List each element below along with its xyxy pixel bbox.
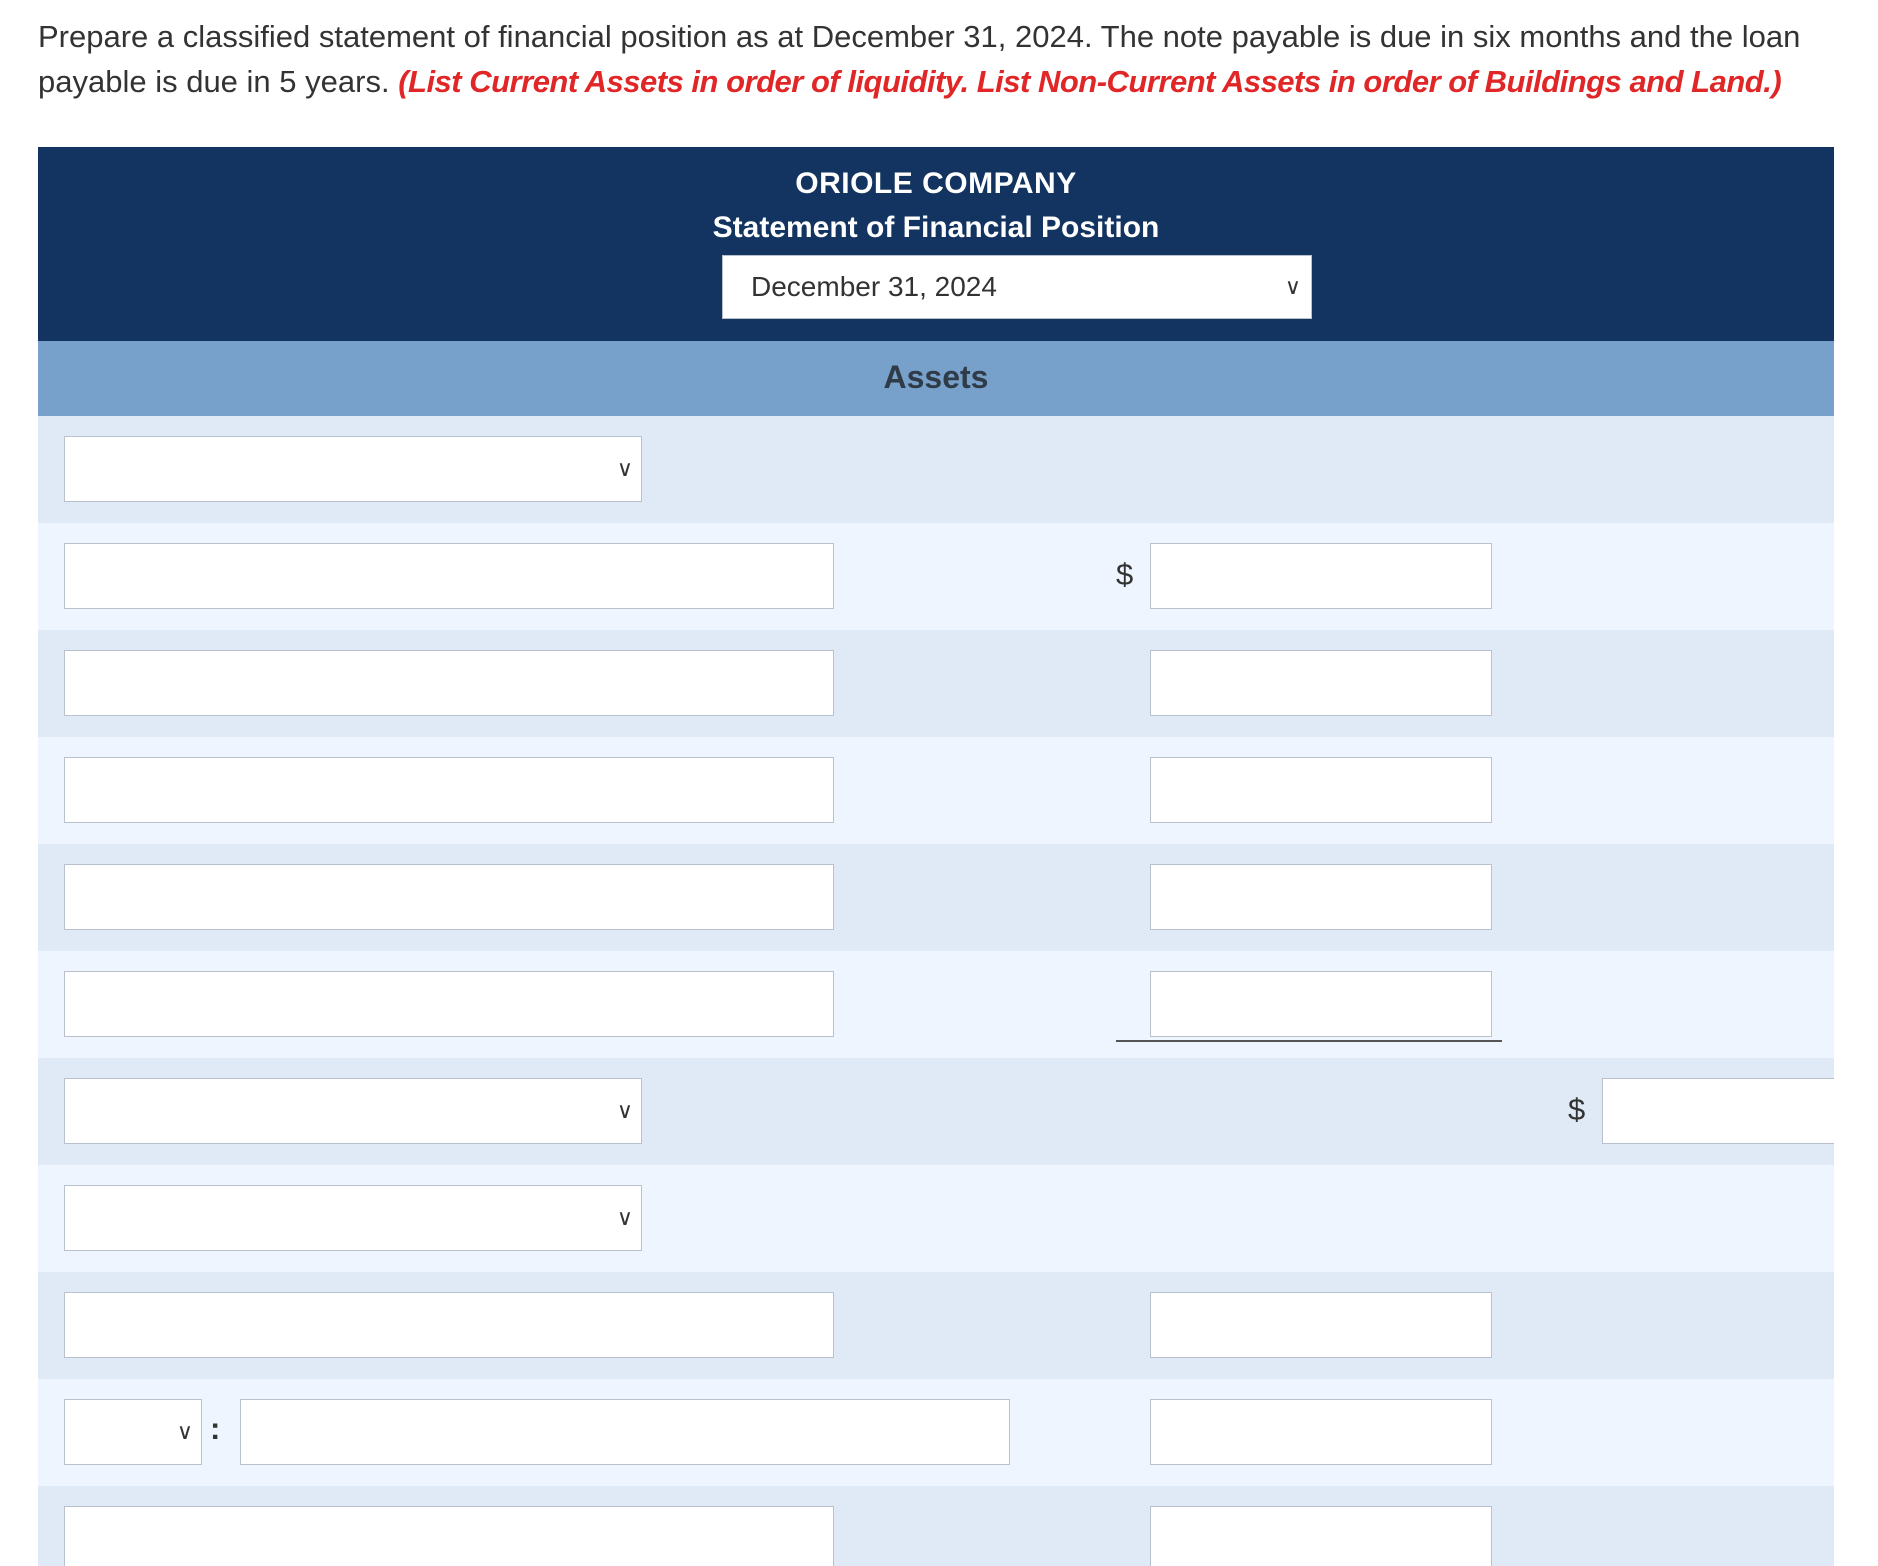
account-category-dropdown[interactable] — [64, 436, 642, 502]
account-name-input[interactable] — [64, 543, 834, 609]
date-dropdown-value: December 31, 2024 — [751, 271, 997, 302]
statement-title: Statement of Financial Position — [712, 211, 1160, 244]
table-row — [38, 737, 1834, 844]
amount-input[interactable] — [1150, 1292, 1492, 1358]
amount-input[interactable] — [1150, 543, 1492, 609]
total-amount-input[interactable] — [1602, 1078, 1834, 1144]
table-row — [38, 1058, 1834, 1165]
instructions-text: Prepare a classified statement of financial position as at December 31, 2024. The note payable is due in six months and the loan payable is due in 5 years. — [38, 19, 1801, 99]
dollar-sign: $ — [1116, 557, 1134, 592]
chevron-down-icon: ∨ — [616, 456, 633, 481]
table-row — [38, 1165, 1834, 1272]
instructions — [38, 14, 1838, 104]
colon-separator: : — [210, 1411, 221, 1446]
table-row — [38, 1272, 1834, 1379]
table-row — [38, 630, 1834, 737]
account-name-input[interactable] — [64, 650, 834, 716]
date-dropdown[interactable] — [722, 255, 1312, 319]
amount-input[interactable] — [1150, 650, 1492, 716]
account-name-input[interactable] — [64, 1506, 834, 1566]
statement-header — [38, 147, 1834, 341]
table-row — [38, 1486, 1834, 1566]
total-label-dropdown[interactable] — [64, 1078, 642, 1144]
chevron-down-icon: ∨ — [1284, 274, 1301, 299]
account-name-input[interactable] — [64, 1292, 834, 1358]
table-row — [38, 951, 1834, 1058]
assets-section-header — [38, 341, 1834, 416]
company-name: ORIOLE COMPANY — [795, 167, 1077, 200]
amount-input[interactable] — [1150, 864, 1492, 930]
account-name-input[interactable] — [64, 864, 834, 930]
table-row — [38, 1379, 1834, 1486]
less-label-dropdown[interactable] — [64, 1399, 202, 1465]
chevron-down-icon: ∨ — [176, 1419, 193, 1444]
table-row — [38, 844, 1834, 951]
amount-input[interactable] — [1150, 1399, 1492, 1465]
instructions-hint: (List Current Assets in order of liquidity. List Non-Current Assets in order of Buildings and Land.) — [398, 64, 1782, 99]
chevron-down-icon: ∨ — [616, 1205, 633, 1230]
assets-label: Assets — [883, 359, 989, 395]
dollar-sign: $ — [1568, 1092, 1586, 1127]
account-name-input[interactable] — [240, 1399, 1010, 1465]
account-name-input[interactable] — [64, 757, 834, 823]
amount-input[interactable] — [1150, 1506, 1492, 1566]
table-row — [38, 523, 1834, 630]
table-row — [38, 416, 1834, 523]
account-category-dropdown[interactable] — [64, 1185, 642, 1251]
chevron-down-icon: ∨ — [616, 1098, 633, 1123]
subtotal-underline — [1116, 1040, 1502, 1042]
amount-input[interactable] — [1150, 757, 1492, 823]
statement-sheet — [38, 147, 1834, 1566]
account-name-input[interactable] — [64, 971, 834, 1037]
amount-input[interactable] — [1150, 971, 1492, 1037]
